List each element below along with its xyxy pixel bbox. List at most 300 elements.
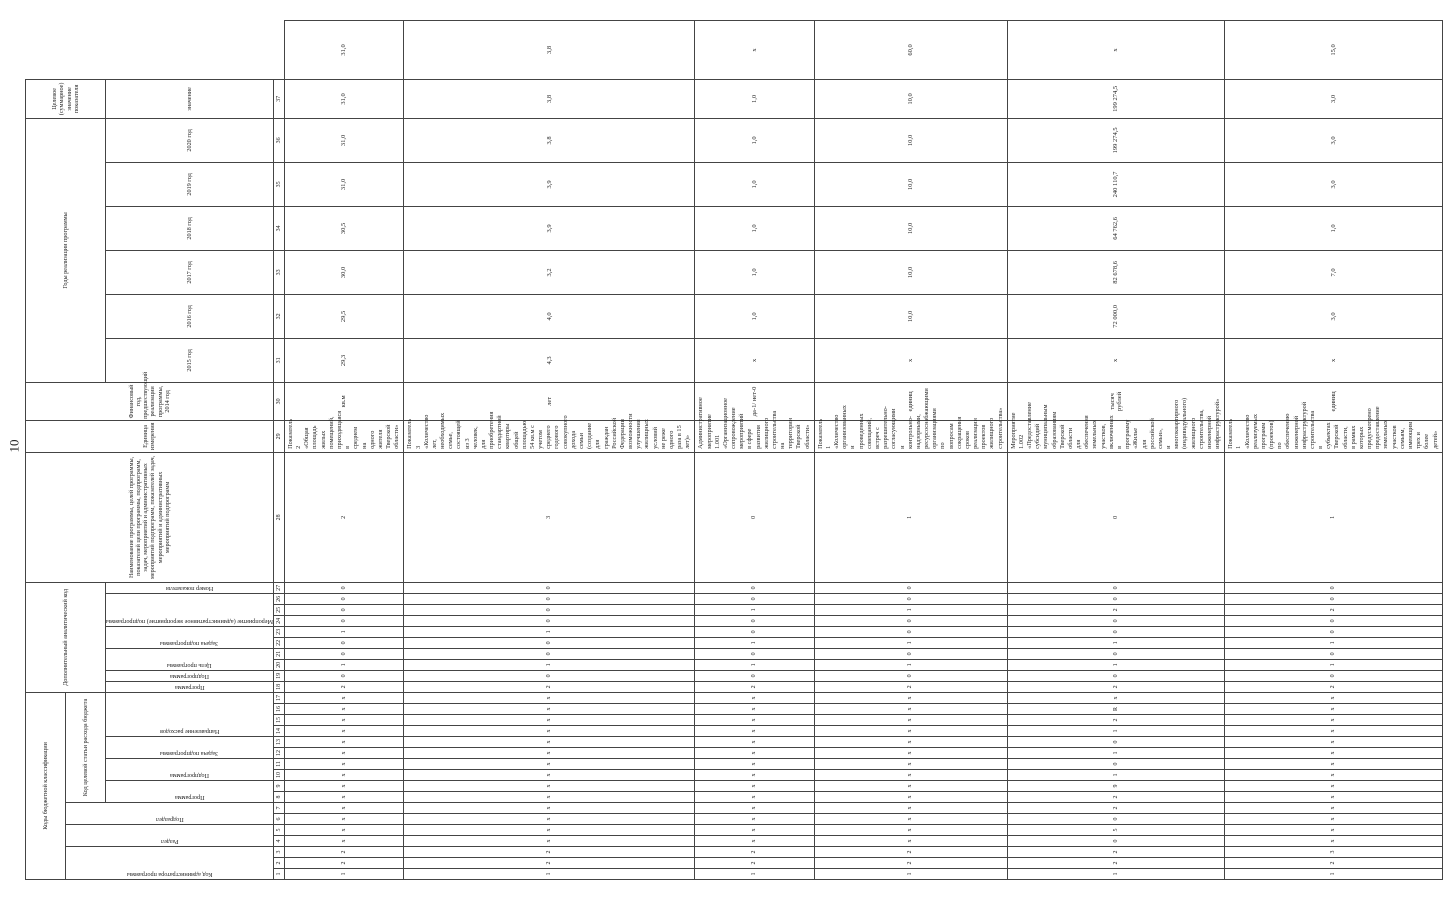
analytic-digit: 1 [404, 659, 695, 670]
code-digit: x [695, 748, 814, 759]
column-number: 1 [273, 869, 284, 880]
column-number: 19 [273, 670, 284, 681]
a-program-header: Программа [106, 681, 274, 692]
code-digit: x [814, 726, 1007, 737]
analytic-digit: 0 [1007, 452, 1224, 582]
target-value: 31,0 [284, 21, 403, 80]
code-digit: x [284, 759, 403, 770]
table-row [814, 21, 1007, 880]
code-digit: 2 [284, 847, 403, 858]
column-number: 6 [273, 814, 284, 825]
column-number: 20 [273, 659, 284, 670]
code-digit: x [695, 803, 814, 814]
year-2018-header: 2018 год [106, 206, 274, 250]
year-value: 10,0 [814, 162, 1007, 206]
analytic-digit: 1 [814, 659, 1007, 670]
code-digit: x [814, 715, 1007, 726]
column-number: 11 [273, 759, 284, 770]
fin-year-header: Финансовый год, предшествующий реализации программы, 2014 год [26, 382, 274, 420]
indicator-name: Показатель 3 «Количество лет, необходимых семье, состоящей из 3 человек, для приобретения стандартной квартиры общей площадью 54 кв.м с учетом среднего годового совокупного дохода семьи (создание для граждан Российской Федерации возможности улучшения жилищных условий не реже одного раза в 15 лет)» [404, 420, 695, 452]
name-header: Наименование программы, целей программы, показателей цели программы, подпрограмм, задач, мероприятий и административных мероприятий подпрограмм, показателей задач, мероприятий и административных мероприятий подпрограмм [26, 452, 274, 582]
year-value: 4,0 [404, 294, 695, 338]
column-number: 16 [273, 704, 284, 715]
year-value: 199 274,5 [1007, 79, 1224, 118]
indicator-name: Показатель 2 «Общая площадь жилых помещений, приходящаяся в среднем на одного жителя Тверской области» [284, 420, 403, 452]
table-row [1225, 21, 1442, 880]
code-digit: x [404, 792, 695, 803]
rotated-page [25, 20, 1439, 880]
year-value: 1,0 [695, 294, 814, 338]
year-value: 64 762,6 [1007, 206, 1224, 250]
code-digit: 2 [284, 858, 403, 869]
analytic-digit: 0 [695, 582, 814, 593]
code-digit: x [284, 792, 403, 803]
year-value: 3,0 [1225, 162, 1442, 206]
subprogram-code-header: Подпрограмма [106, 759, 274, 781]
code-digit: 0 [1007, 737, 1224, 748]
code-digit: x [695, 814, 814, 825]
year-value: 82 678,6 [1007, 250, 1224, 294]
year-value: 1,0 [695, 118, 814, 162]
code-digit: x [284, 704, 403, 715]
year-value: 3,9 [404, 162, 695, 206]
code-digit: x [1225, 770, 1442, 781]
year-value: 10,0 [814, 79, 1007, 118]
column-number: 17 [273, 692, 284, 703]
code-digit: R [1007, 704, 1224, 715]
year-value: 72 000,0 [1007, 294, 1224, 338]
analytic-digit: 0 [284, 593, 403, 604]
analytic-digit: 2 [695, 681, 814, 692]
code-digit: 1 [404, 869, 695, 880]
year-value: 1,0 [695, 79, 814, 118]
direction-code-header: Направление расходов [106, 692, 274, 736]
target-header: Целевое (суммарное) значение показателя [26, 79, 106, 118]
year-value: 31,0 [284, 162, 403, 206]
code-digit: x [1225, 692, 1442, 703]
section-header: Раздел [66, 825, 274, 847]
code-digit: x [695, 781, 814, 792]
analytic-digit: 1 [695, 659, 814, 670]
column-number: 25 [273, 604, 284, 615]
year-value: 199 274,5 [1007, 118, 1224, 162]
code-digit: x [404, 692, 695, 703]
code-digit: x [1225, 704, 1442, 715]
analytic-digit: 2 [1007, 681, 1224, 692]
code-digit: 3 [1225, 847, 1442, 858]
task-code-header: Задача подпрограммы [106, 737, 274, 759]
analytic-digit: 0 [404, 670, 695, 681]
indicator-name: Мероприятие 1.002 «Предоставление субсидий муниципальным образованиям Тверской области для обеспечения земельных участков, включенных в программу «Жилье для российской семьи», и многоквартирного (индивидуального) жилищного строительства, инженерной инфраструктурой» [1007, 420, 1224, 452]
unit-cell: лет [404, 382, 695, 420]
analytic-digit: 0 [404, 637, 695, 648]
year-value: 10,0 [814, 294, 1007, 338]
analytic-digit: 1 [814, 604, 1007, 615]
year-value: 1,0 [1225, 206, 1442, 250]
code-digit: x [695, 770, 814, 781]
code-digit: x [284, 825, 403, 836]
analytic-digit: 0 [1007, 626, 1224, 637]
analytic-code-header: Дополнительный аналитический код [26, 582, 106, 692]
indicator-name: Показатель 1 «Количество организованных и проведенных совещаний, встреч с разрешительно-согласующими и контрольно-надзорными, ресурсоснабжающими организациями по вопросам сокращения сроков реализации проектов жилищного строительства» [814, 420, 1007, 452]
year-2015-header: 2015 год [106, 338, 274, 382]
code-digit: x [695, 704, 814, 715]
code-digit: x [814, 792, 1007, 803]
analytic-digit: 1 [1225, 659, 1442, 670]
target-value: 3,8 [404, 21, 695, 80]
column-number: 18 [273, 681, 284, 692]
code-digit: 2 [404, 847, 695, 858]
analytic-digit: 0 [1007, 593, 1224, 604]
code-digit: x [695, 759, 814, 770]
analytic-digit: 0 [1225, 593, 1442, 604]
target-code-header: Код целевой статьи расхода бюджета [66, 692, 106, 802]
year-value: 29,5 [284, 294, 403, 338]
code-digit: 1 [695, 869, 814, 880]
year-value: 3,8 [404, 118, 695, 162]
analytic-digit: 0 [695, 593, 814, 604]
code-digit: x [695, 836, 814, 847]
analytic-digit: 0 [1007, 670, 1224, 681]
code-digit: 2 [814, 847, 1007, 858]
code-digit: x [814, 692, 1007, 703]
analytic-digit: 0 [284, 582, 403, 593]
analytic-digit: 1 [284, 659, 403, 670]
analytic-digit: 1 [1007, 637, 1224, 648]
year-2016-header: 2016 год [106, 294, 274, 338]
analytic-digit: 0 [284, 604, 403, 615]
code-digit: x [284, 814, 403, 825]
code-digit: 2 [1007, 803, 1224, 814]
code-digit: x [404, 825, 695, 836]
code-digit: x [284, 748, 403, 759]
table-row [284, 21, 403, 880]
program-table [25, 20, 1443, 880]
code-digit: x [1225, 825, 1442, 836]
year-value: 3,0 [1225, 118, 1442, 162]
column-number: 33 [273, 250, 284, 294]
code-digit: x [404, 836, 695, 847]
unit-cell: да-1/ нет-0 [695, 382, 814, 420]
column-number: 37 [273, 79, 284, 118]
code-digit: x [814, 748, 1007, 759]
column-number: 9 [273, 781, 284, 792]
analytic-digit: 0 [814, 670, 1007, 681]
column-number: 4 [273, 836, 284, 847]
analytic-digit: 0 [404, 582, 695, 593]
code-digit: x [404, 770, 695, 781]
fin-year-value: x [1007, 338, 1224, 382]
column-number: 24 [273, 615, 284, 626]
code-digit: x [1225, 759, 1442, 770]
analytic-digit: 2 [814, 681, 1007, 692]
column-number: 14 [273, 726, 284, 737]
code-digit: x [814, 759, 1007, 770]
column-numbers-row [273, 21, 284, 880]
analytic-digit: 0 [404, 648, 695, 659]
unit-header: Единица измерения [26, 420, 274, 452]
analytic-digit: 1 [404, 626, 695, 637]
code-digit: x [1225, 803, 1442, 814]
analytic-digit: 0 [1225, 626, 1442, 637]
table-row [695, 21, 814, 880]
analytic-digit: 1 [284, 626, 403, 637]
year-value: 3,0 [1225, 294, 1442, 338]
fin-year-value: x [814, 338, 1007, 382]
year-2020-header: 2020 год [106, 118, 274, 162]
code-digit: x [695, 792, 814, 803]
a-subprogram-header: Подпрограмма [106, 670, 274, 681]
fin-year-value: 4,3 [404, 338, 695, 382]
subsection-header: Подраздел [66, 803, 274, 825]
code-digit: 2 [404, 858, 695, 869]
year-value: 31,0 [284, 79, 403, 118]
code-digit: x [1007, 692, 1224, 703]
analytic-digit: 0 [695, 648, 814, 659]
year-value: 10,0 [814, 250, 1007, 294]
code-digit: x [695, 726, 814, 737]
year-value: 10,0 [814, 118, 1007, 162]
unit-cell: единиц [1225, 382, 1442, 420]
code-digit: 1 [1007, 770, 1224, 781]
analytic-digit: 2 [1007, 604, 1224, 615]
code-digit: 1 [1007, 748, 1224, 759]
analytic-digit: 0 [404, 615, 695, 626]
code-digit: x [695, 692, 814, 703]
code-digit: 1 [1225, 869, 1442, 880]
analytic-digit: 0 [814, 582, 1007, 593]
target-value: 60,0 [814, 21, 1007, 80]
code-digit: x [695, 825, 814, 836]
analytic-digit: 0 [695, 626, 814, 637]
year-value: 10,0 [814, 206, 1007, 250]
analytic-digit: 1 [695, 604, 814, 615]
target-value: x [695, 21, 814, 80]
analytic-digit: 0 [1225, 670, 1442, 681]
code-digit: 2 [1007, 715, 1224, 726]
fin-year-value: x [695, 338, 814, 382]
code-digit: x [284, 715, 403, 726]
indicator-name: Показатель 1 «Количество реализуемых программ (проектов) по обеспечению инженерной инфраструктурой строительства в субъектах Тверской области, в рамках которых предусмотрено предоставление земельных участков семьям, имеющим трех и более детей» [1225, 420, 1442, 452]
year-value: 3,0 [1225, 79, 1442, 118]
admin-code-header: Код администратора программы [66, 847, 274, 880]
year-value: 1,0 [695, 250, 814, 294]
analytic-digit: 1 [1007, 659, 1224, 670]
code-digit: 2 [814, 858, 1007, 869]
column-number: 13 [273, 737, 284, 748]
column-number: 15 [273, 715, 284, 726]
unit-cell: кв.м [284, 382, 403, 420]
analytic-digit: 0 [284, 670, 403, 681]
column-number: 21 [273, 648, 284, 659]
code-digit: x [695, 737, 814, 748]
program-code-header: Программа [106, 781, 274, 803]
analytic-digit: 2 [284, 681, 403, 692]
analytic-digit: 1 [1225, 452, 1442, 582]
analytic-digit: 3 [404, 452, 695, 582]
year-value: 1,0 [695, 206, 814, 250]
unit-cell: единиц [814, 382, 1007, 420]
code-digit: 1 [1007, 869, 1224, 880]
code-digit: 2 [1007, 847, 1224, 858]
unit-cell: тысяч рублей [1007, 382, 1224, 420]
analytic-digit: 0 [284, 637, 403, 648]
code-digit: 9 [1007, 781, 1224, 792]
column-number: 30 [273, 382, 284, 420]
code-digit: 2 [1225, 858, 1442, 869]
analytic-digit: 0 [814, 648, 1007, 659]
column-number: 31 [273, 338, 284, 382]
column-number: 27 [273, 582, 284, 593]
year-value: 3,2 [404, 250, 695, 294]
column-number: 8 [273, 792, 284, 803]
year-value: 3,9 [404, 206, 695, 250]
analytic-digit: 2 [1225, 604, 1442, 615]
a-task-header: Задача подпрограммы [106, 626, 274, 648]
code-digit: x [814, 770, 1007, 781]
code-digit: 1 [284, 869, 403, 880]
code-digit: x [404, 704, 695, 715]
analytic-digit: 0 [1007, 648, 1224, 659]
analytic-digit: 0 [814, 615, 1007, 626]
year-value: 30,5 [284, 206, 403, 250]
code-digit: 5 [1007, 825, 1224, 836]
analytic-digit: 0 [1225, 582, 1442, 593]
fin-year-value: x [1225, 338, 1442, 382]
indicator-name: Административное мероприятие 1.001 «Организационное сопровождение мероприятий в сфере развития жилищного строительства на территории Тверской области» [695, 420, 814, 452]
code-digit: 2 [1007, 858, 1224, 869]
column-number: 5 [273, 825, 284, 836]
code-digit: 0 [1007, 759, 1224, 770]
year-value: 30,0 [284, 250, 403, 294]
column-number: 7 [273, 803, 284, 814]
code-digit: x [404, 715, 695, 726]
analytic-digit: 0 [695, 452, 814, 582]
year-value: 3,8 [404, 79, 695, 118]
code-digit: x [404, 803, 695, 814]
code-digit: x [404, 748, 695, 759]
code-digit: x [1225, 836, 1442, 847]
a-indicator-header: Номер показателя [106, 582, 274, 593]
table-row [404, 21, 695, 880]
page-number: 10 [6, 439, 22, 453]
column-number: 26 [273, 593, 284, 604]
analytic-digit: 0 [404, 593, 695, 604]
analytic-digit: 2 [1225, 681, 1442, 692]
analytic-digit: 2 [404, 681, 695, 692]
code-digit: x [814, 781, 1007, 792]
analytic-digit: 1 [1225, 637, 1442, 648]
column-number: 3 [273, 847, 284, 858]
column-number: 2 [273, 858, 284, 869]
code-digit: 0 [1007, 814, 1224, 825]
code-digit: x [284, 726, 403, 737]
code-digit: x [404, 781, 695, 792]
code-digit: x [284, 781, 403, 792]
year-2019-header: 2019 год [106, 162, 274, 206]
code-digit: x [814, 737, 1007, 748]
code-digit: x [284, 737, 403, 748]
analytic-digit: 0 [1225, 648, 1442, 659]
code-digit: x [1225, 781, 1442, 792]
code-digit: x [1225, 748, 1442, 759]
analytic-digit: 0 [1007, 582, 1224, 593]
analytic-digit: 0 [404, 604, 695, 615]
year-value: 1,0 [695, 162, 814, 206]
fin-year-value: 29,3 [284, 338, 403, 382]
column-number: 29 [273, 420, 284, 452]
analytic-digit: 0 [695, 670, 814, 681]
year-2017-header: 2017 год [106, 250, 274, 294]
analytic-digit: 0 [1225, 615, 1442, 626]
target-value: x [1007, 21, 1224, 80]
column-number: 28 [273, 452, 284, 582]
code-digit: x [1225, 814, 1442, 825]
table-row [1007, 21, 1224, 880]
analytic-digit: 0 [1007, 615, 1224, 626]
analytic-digit: 2 [284, 452, 403, 582]
code-digit: x [404, 737, 695, 748]
column-number: 34 [273, 206, 284, 250]
code-digit: x [814, 803, 1007, 814]
analytic-digit: 0 [695, 615, 814, 626]
code-digit: x [284, 836, 403, 847]
a-measure-header: Мероприятие (административное мероприятие) подпрограммы [106, 593, 274, 626]
code-digit: x [404, 726, 695, 737]
code-digit: 2 [1007, 792, 1224, 803]
analytic-digit: 1 [814, 637, 1007, 648]
column-number: 10 [273, 770, 284, 781]
years-group-header: Годы реализации программы [26, 118, 106, 382]
code-digit: x [814, 814, 1007, 825]
code-digit: x [1225, 792, 1442, 803]
column-number: 32 [273, 294, 284, 338]
code-digit: x [404, 814, 695, 825]
year-value: 7,0 [1225, 250, 1442, 294]
target-value-header: значение [106, 79, 274, 118]
year-value: 31,0 [284, 118, 403, 162]
code-digit: x [1225, 715, 1442, 726]
column-number: 23 [273, 626, 284, 637]
code-digit: x [404, 759, 695, 770]
code-digit: 2 [695, 858, 814, 869]
code-digit: x [284, 770, 403, 781]
a-goal-header: Цель программы [106, 648, 274, 670]
code-digit: 2 [695, 847, 814, 858]
column-number: 36 [273, 118, 284, 162]
code-digit: 1 [1007, 726, 1224, 737]
code-digit: x [284, 803, 403, 814]
code-digit: x [1225, 726, 1442, 737]
code-digit: 1 [814, 869, 1007, 880]
target-value: 15,0 [1225, 21, 1442, 80]
code-digit: x [284, 692, 403, 703]
code-digit: x [814, 836, 1007, 847]
code-digit: x [814, 704, 1007, 715]
code-digit: x [1225, 737, 1442, 748]
code-digit: x [695, 715, 814, 726]
analytic-digit: 1 [695, 637, 814, 648]
column-number: 35 [273, 162, 284, 206]
code-digit: x [814, 825, 1007, 836]
column-number: 12 [273, 748, 284, 759]
analytic-digit: 0 [284, 648, 403, 659]
code-digit: 0 [1007, 836, 1224, 847]
budget-codes-header: Коды бюджетной классификации [26, 692, 66, 879]
year-value: 240 110,7 [1007, 162, 1224, 206]
analytic-digit: 0 [284, 615, 403, 626]
analytic-digit: 0 [814, 626, 1007, 637]
